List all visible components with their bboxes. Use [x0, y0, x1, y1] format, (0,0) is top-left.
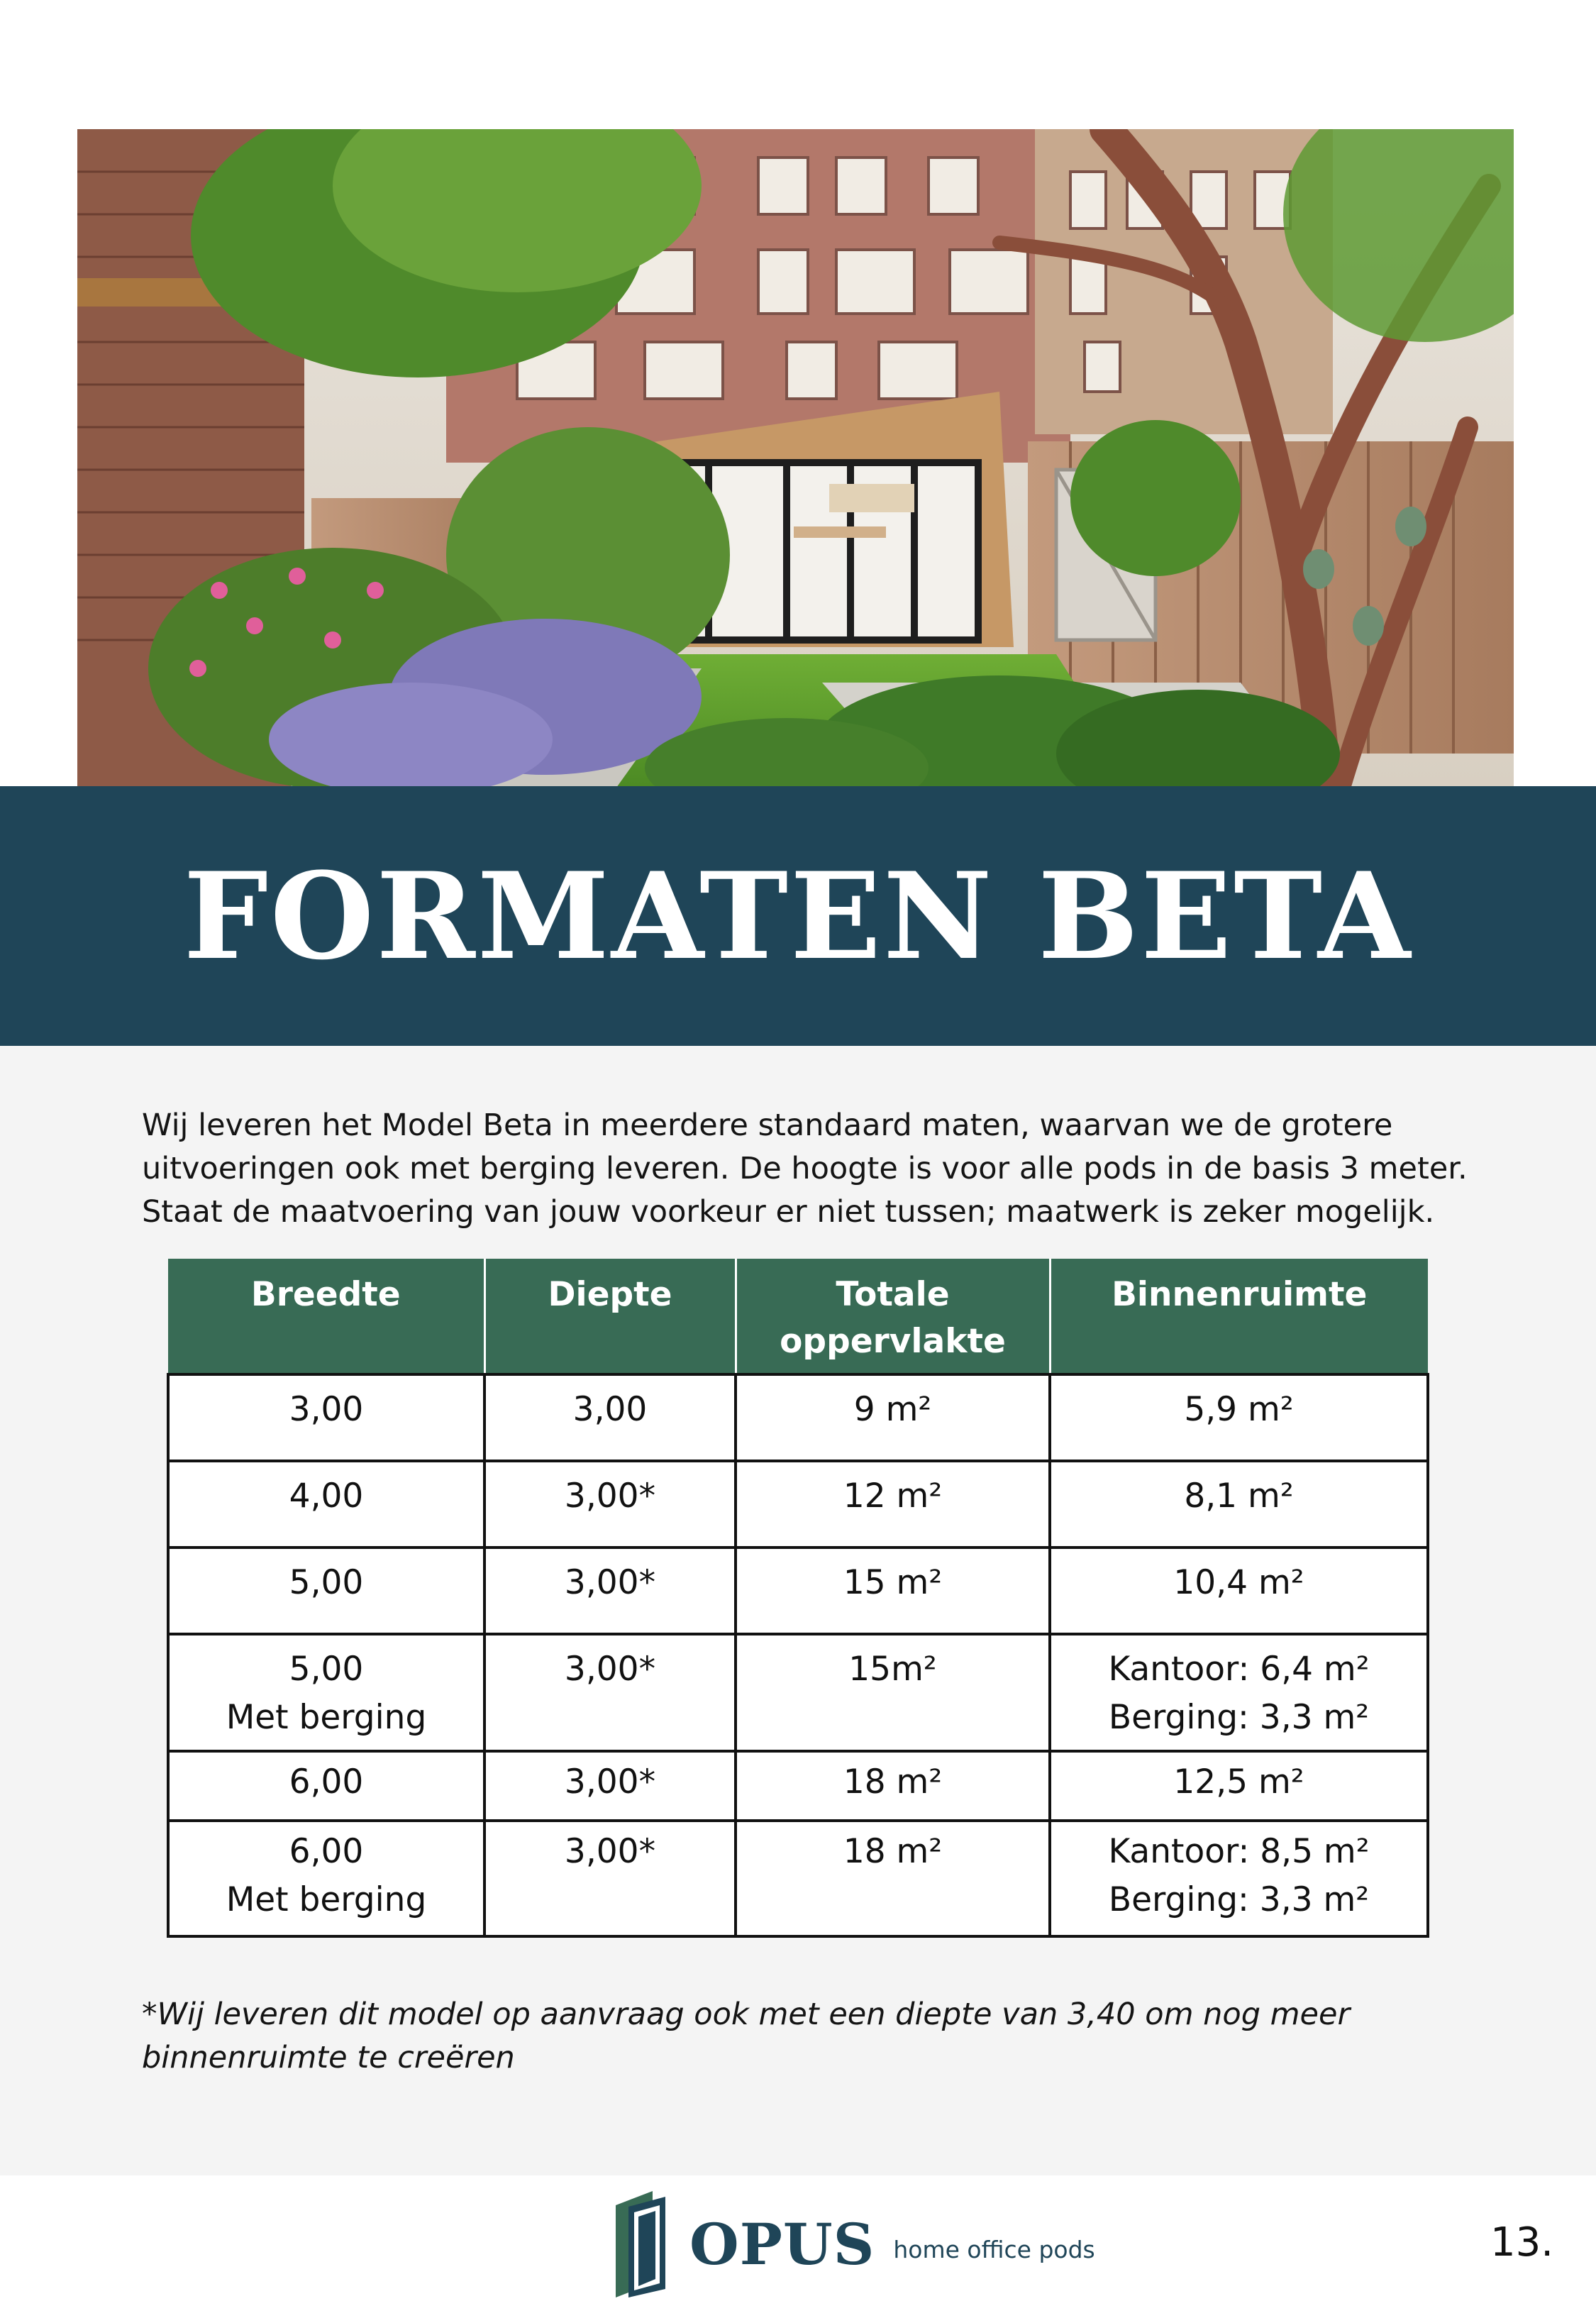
header-line: Totale	[836, 1275, 950, 1314]
header-totale-oppervlakte	[736, 1259, 1050, 1374]
table-row	[168, 1751, 1428, 1821]
hero-image	[77, 129, 1514, 788]
cell-breedte	[168, 1634, 484, 1751]
opus-logo	[609, 2191, 1095, 2297]
cell-text: 10,4 m²	[1173, 1563, 1304, 1602]
title-band	[0, 786, 1596, 1046]
cell-oppervlakte: 15 m²	[736, 1548, 1050, 1634]
intro-paragraph	[142, 1104, 1468, 1234]
cell-text: Kantoor: 6,4 m²	[1108, 1650, 1370, 1689]
cell-binnenruimte	[1050, 1634, 1428, 1751]
intro-line: Wij leveren het Model Beta in meerdere standaard maten, waarvan we de grotere	[142, 1108, 1393, 1143]
cell-text: 3,00	[289, 1390, 364, 1429]
cell-binnenruimte	[1050, 1548, 1428, 1634]
cell-oppervlakte: 12 m²	[736, 1461, 1050, 1548]
footnote	[142, 1993, 1461, 2080]
cell-text: 8,1 m²	[1184, 1477, 1294, 1516]
cell-text: Met berging	[226, 1698, 427, 1737]
cell-binnenruimte	[1050, 1461, 1428, 1548]
cell-text: 6,00	[289, 1832, 364, 1871]
cell-text: 12,5 m²	[1173, 1762, 1304, 1802]
cell-text: 6,00	[289, 1762, 364, 1802]
table-row	[168, 1634, 1428, 1751]
cell-diepte: 3,00*	[484, 1751, 736, 1821]
opus-door-icon	[609, 2191, 672, 2297]
cell-breedte	[168, 1374, 484, 1461]
content-area	[0, 1046, 1596, 2175]
cell-text: Berging: 3,3 m²	[1108, 1880, 1370, 1919]
cell-diepte: 3,00	[484, 1374, 736, 1461]
table-header-row	[168, 1259, 1428, 1374]
brand-tagline: home office pods	[893, 2235, 1095, 2263]
cell-oppervlakte: 9 m²	[736, 1374, 1050, 1461]
cell-breedte	[168, 1548, 484, 1634]
cell-binnenruimte	[1050, 1751, 1428, 1821]
header-breedte: Breedte	[168, 1259, 484, 1374]
cell-text: Berging: 3,3 m²	[1108, 1698, 1370, 1737]
cell-text: Kantoor: 8,5 m²	[1108, 1832, 1370, 1871]
page-title: FORMATEN BETA	[183, 846, 1413, 986]
cell-oppervlakte: 18 m²	[736, 1751, 1050, 1821]
cell-breedte	[168, 1751, 484, 1821]
cell-text: Met berging	[226, 1880, 427, 1919]
cell-diepte: 3,00*	[484, 1461, 736, 1548]
intro-line: uitvoeringen ook met berging leveren. De hoogte is voor alle pods in de basis 3 meter.	[142, 1151, 1468, 1186]
intro-line: Staat de maatvoering van jouw voorkeur er niet tussen; maatwerk is zeker mogelijk.	[142, 1194, 1435, 1230]
cell-text: 5,9 m²	[1184, 1390, 1294, 1429]
footer	[0, 2175, 1596, 2306]
header-binnenruimte: Binnenruimte	[1050, 1259, 1428, 1374]
garden-office-pod-illustration	[77, 129, 1514, 788]
cell-diepte: 3,00*	[484, 1634, 736, 1751]
cell-diepte: 3,00*	[484, 1821, 736, 1936]
cell-binnenruimte	[1050, 1374, 1428, 1461]
footnote-line: binnenruimte te creëren	[142, 2040, 515, 2075]
footnote-line: *Wij leveren dit model op aanvraag ook met een diepte van 3,40 om nog meer	[142, 1997, 1351, 2032]
cell-breedte	[168, 1821, 484, 1936]
cell-diepte: 3,00*	[484, 1548, 736, 1634]
header-line: oppervlakte	[780, 1322, 1006, 1361]
cell-breedte	[168, 1461, 484, 1548]
cell-text: 4,00	[289, 1477, 364, 1516]
cell-oppervlakte: 15m²	[736, 1634, 1050, 1751]
table-row	[168, 1374, 1428, 1461]
header-diepte: Diepte	[484, 1259, 736, 1374]
table-row	[168, 1821, 1428, 1936]
sizes-table	[167, 1259, 1429, 1938]
brand-name: OPUS	[689, 2211, 875, 2278]
page-number: 13.	[1490, 2219, 1553, 2266]
cell-oppervlakte: 18 m²	[736, 1821, 1050, 1936]
table-row	[168, 1548, 1428, 1634]
table-row	[168, 1461, 1428, 1548]
cell-text: 5,00	[289, 1563, 364, 1602]
cell-binnenruimte	[1050, 1821, 1428, 1936]
cell-text: 5,00	[289, 1650, 364, 1689]
